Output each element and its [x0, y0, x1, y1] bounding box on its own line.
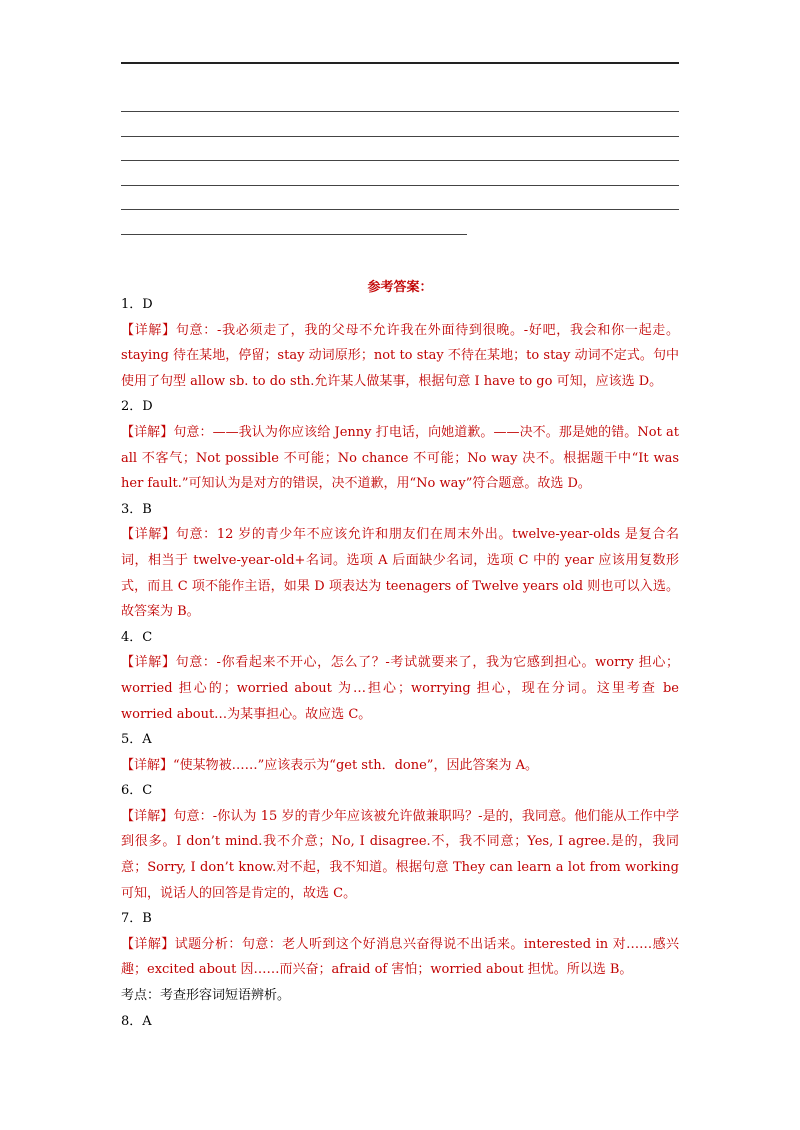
answer-item	[121, 292, 679, 394]
answer-detail: 【详解】句意：——我认为你应该给 Jenny 打电话，向她道歉。——决不。那是她的错。Not at all 不客气；Not possible 不可能；No chance 不可能；No way 决不。根据题干中“It was her fault.”可知认为是对方的错误，决不道歉，用“No way”符合题意。故选 D。	[121, 424, 679, 492]
answer-item	[121, 497, 679, 625]
thick-rule	[121, 62, 679, 64]
answer-item	[121, 778, 679, 906]
answer-number: 8．A	[121, 1013, 152, 1029]
answer-item	[121, 625, 679, 727]
answer-item	[121, 727, 679, 778]
answer-detail: 【详解】试题分析：句意：老人听到这个好消息兴奋得说不出话来。interested in 对……感兴趣；excited about 因……而兴奋；afraid of 害怕；worried about 担忧。所以选 B。	[121, 936, 679, 978]
answer-number: 5．A	[121, 732, 152, 748]
answer-item	[121, 1009, 679, 1035]
answer-number: 7．B	[121, 911, 152, 927]
answer-detail: 【详解】句意：-你看起来不开心，怎么了？-考试就要来了，我为它感到担心。worry 担心；worried 担心的；worried about 为…担心；worrying 担心，现在分词。这里考查 be worried about…为某事担心。故应选 C。	[121, 655, 679, 722]
answer-number: 4．C	[121, 629, 153, 645]
answers-list	[121, 292, 679, 1034]
answer-number: 1．D	[121, 297, 153, 312]
answer-line	[121, 136, 679, 137]
answers-title: 参考答案：	[367, 280, 433, 295]
answer-number: 2．D	[121, 399, 153, 415]
exam-point: 考点：考查形容词短语辨析。	[121, 988, 291, 1004]
answer-item	[121, 906, 679, 1008]
answer-line	[121, 111, 679, 112]
answer-item	[121, 394, 679, 496]
answer-detail: 【详解】句意：-你认为 15 岁的青少年应该被允许做兼职吗？-是的，我同意。他们能从工作中学到很多。I don’t mind.我不介意；No, I disagree.不，我不同意；Yes, I agree.是的，我同意；Sorry, I don’t know.对不起，我不知道。根据句意 They can learn a lot from working 可知，说话人的回答是肯定的，故选 C。	[121, 808, 679, 901]
answer-detail: 【详解】句意：-我必须走了，我的父母不允许我在外面待到很晚。-好吧，我会和你一起走。staying 待在某地，停留；stay 动词原形；not to stay 不待在某地；to stay 动词不定式。句中使用了句型 allow sb. to do sth.允许某人做某事，根据句意 I have to go 可知，应该选 D。	[121, 322, 679, 389]
answer-line	[121, 209, 679, 210]
answer-number: 3．B	[121, 501, 152, 517]
answer-number: 6．C	[121, 783, 153, 799]
answer-detail: 【详解】句意：12 岁的青少年不应该允许和朋友们在周末外出。twelve-year-olds 是复合名词，相当于 twelve-year-old+名词。选项 A 后面缺少名词，选项 C 中的 year 应该用复数形式，而且 C 项不能作主语，如果 D 项表达为 teenagers of Twelve years old 则也可以入选。故答案为 B。	[121, 527, 679, 620]
answer-line	[121, 160, 679, 161]
answer-detail: 【详解】“使某物被……”应该表示为“get sth．done”，因此答案为 A。	[121, 757, 538, 773]
answer-line	[121, 185, 679, 186]
answer-line	[121, 234, 467, 235]
